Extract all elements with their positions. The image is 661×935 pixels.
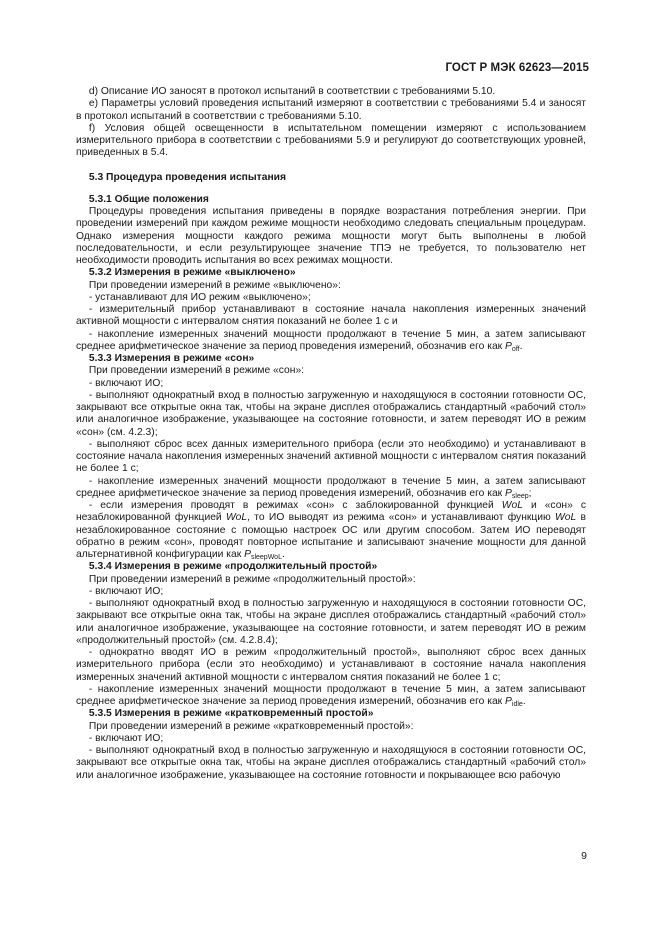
section-5-3-4-intro: При проведении измерений в режиме «продолжительный простой»:: [88, 573, 416, 585]
text-run: .: [281, 549, 285, 560]
section-5-3-1-title: 5.3.1 Общие положения: [88, 193, 209, 205]
power-subscript: sleep: [511, 492, 529, 500]
text-run: .: [519, 340, 523, 352]
text-run: в незаблокированное состояние с помощью настроек ОС или другим способом. Затем ИО переводят обратно в режим «сон», проводят повторное испытание и записывают значение мощности для данной альтернативной конфигурации как: [76, 512, 586, 560]
section-5-3-3-item-3: - выполняют сброс всех данных измерительного прибора (если это необходимо) и устанавливают в состояние начала накопления измеренных значений активной мощности с интервалом снятия показаний не более 1 с;: [76, 438, 586, 475]
section-5-3-3-title: 5.3.3 Измерения в режиме «сон»: [88, 353, 255, 364]
text-run: - если измерения проводят в режимах «сон» с заблокированной функцией: [88, 500, 502, 511]
section-5-3-5-title: 5.3.5 Измерения в режиме «кратковременный простой»: [88, 708, 374, 720]
wol-term: WoL: [501, 500, 523, 511]
text-run: и «сон» с незаблокированной функцией: [76, 500, 586, 524]
power-subscript: sleepWoL: [250, 554, 282, 561]
section-5-3-3-item-2: - выполняют однократный вход в полностью загруженную и находящуюся в состоянии готовности ОС, закрывают все открытые окна так, чтобы на экране дисплея отображались стандартный «рабочий стол» или аналогичное изображение, указывающее на состояние готовности, и затем переводят ИО в режим «сон» (см. 4.2.3);: [76, 389, 586, 438]
section-5-3-4-title: 5.3.4 Измерения в режиме «продолжительный простой»: [88, 561, 378, 573]
power-symbol: P: [505, 487, 512, 499]
power-symbol: P: [244, 549, 251, 560]
section-5-3-5-intro: При проведении измерений в режиме «кратковременный простой»:: [88, 720, 414, 732]
section-5-3-3-item-1: - включают ИО;: [88, 377, 164, 389]
power-subscript: idle: [511, 701, 523, 708]
section-5-3-4-item-3: - однократно вводят ИО в режим «продолжительный простой», выполняют сброс всех данных измерительного прибора (если это необходимо) и устанавливают в состояние начала накопления измеренных значений активной мощности с интервалом снятия показаний не более 1 с;: [76, 647, 586, 683]
text-run: ;: [528, 487, 532, 499]
section-5-3-3-item-5: [76, 500, 586, 561]
text-run: - накопление измеренных значений мощности продолжают в течение 5 мин, а затем записывают среднее арифметическое значение за период проведения измерений, обозначив его как: [76, 328, 586, 352]
paragraph-f: f) Условия общей освещенности в испытательном помещении измеряют с использованием измерительного прибора в соответствии с требованиями 5.9 и регулируют до соответствующих уровней, приведенных в 5.4.: [76, 122, 586, 159]
text-run: .: [522, 696, 526, 707]
paragraph-e: е) Параметры условий проведения испытаний измеряют в соответствии с требованиями 5.4 и заносят в протокол испытаний в соответствии с требованиями 5.10.: [76, 98, 586, 122]
section-5-3-2-item-1: - устанавливают для ИО режим «выключено»;: [88, 291, 311, 303]
wol-term: WoL: [555, 512, 577, 524]
section-5-3-5-item-2: - выполняют однократный вход в полностью загруженную и находящуюся в состоянии готовности ОС, закрывают все открытые окна так, чтобы на экране дисплея отображались стандартный «рабочий стол» или аналогичное изображение, указывающее на состояние готовности и покрывающее всю рабочую: [76, 745, 586, 781]
text-run: - накопление измеренных значений мощности продолжают в течение 5 мин, а затем записывают среднее арифметическое значение за период проведения измерений, обозначив его как: [76, 683, 586, 707]
standard-code: ГОСТ Р МЭК 62623—2015: [445, 62, 589, 74]
section-5-3-1-text: Процедуры проведения испытания приведены в порядке возрастания потребления энергии. При проведении измерений при каждом режиме мощности необходимо следовать специальным процедурам. Однако измерения мощности каждого режима мощности могут быть выполнены в любой последовательности, и если результирующее значение ТПЭ не требуется, то пользователю нет необходимости проводить испытания во всех режимах мощности.: [76, 206, 586, 266]
section-5-3-2-title: 5.3.2 Измерения в режиме «выключено»: [88, 267, 296, 279]
power-subscript: off: [511, 345, 520, 353]
section-5-3-2-item-2: - измерительный прибор устанавливают в состояние начала накопления измеренных значений активной мощности с интервалом снятия показаний не более 1 с и: [76, 304, 586, 328]
section-5-3-4-item-1: - включают ИО;: [88, 585, 164, 597]
text-run: - накопление измеренных значений мощности продолжают в течение 5 мин, а затем записывают среднее арифметическое значение за период проведения измерений, обозначив его как: [76, 475, 586, 499]
power-symbol: P: [505, 340, 512, 352]
section-5-3-2-item-3: [76, 329, 586, 354]
paragraph-d: d) Описание ИО заносят в протокол испытаний в соответствии с требованиями 5.10.: [88, 86, 496, 97]
section-5-3-3-item-4: [76, 476, 586, 501]
section-5-3-title: 5.3 Процедура проведения испытания: [88, 171, 287, 183]
section-5-3-5-item-1: - включают ИО;: [88, 732, 164, 744]
page-number: 9: [581, 850, 587, 862]
document-body: [76, 86, 586, 782]
text-run: , то ИО выводят из режима «сон» и устанавливают функцию: [247, 512, 556, 524]
section-5-3-4-item-4: [76, 684, 586, 709]
section-5-3-3-intro: При проведении измерений в режиме «сон»:: [88, 365, 305, 377]
section-5-3-2-intro: При проведении измерений в режиме «выключено»:: [88, 279, 341, 291]
power-symbol: P: [505, 696, 512, 707]
wol-term: WoL: [225, 512, 248, 524]
section-5-3-4-item-2: - выполняют однократный вход в полностью загруженную и находящуюся в состоянии готовности ОС, закрывают все открытые окна так, чтобы на экране дисплея отображались стандартный «рабочий стол» или аналогичное изображение, указывающее на состояние готовности, и затем переводят ИО в режим «продолжительный простой» (см. 4.2.8.4);: [76, 598, 586, 646]
